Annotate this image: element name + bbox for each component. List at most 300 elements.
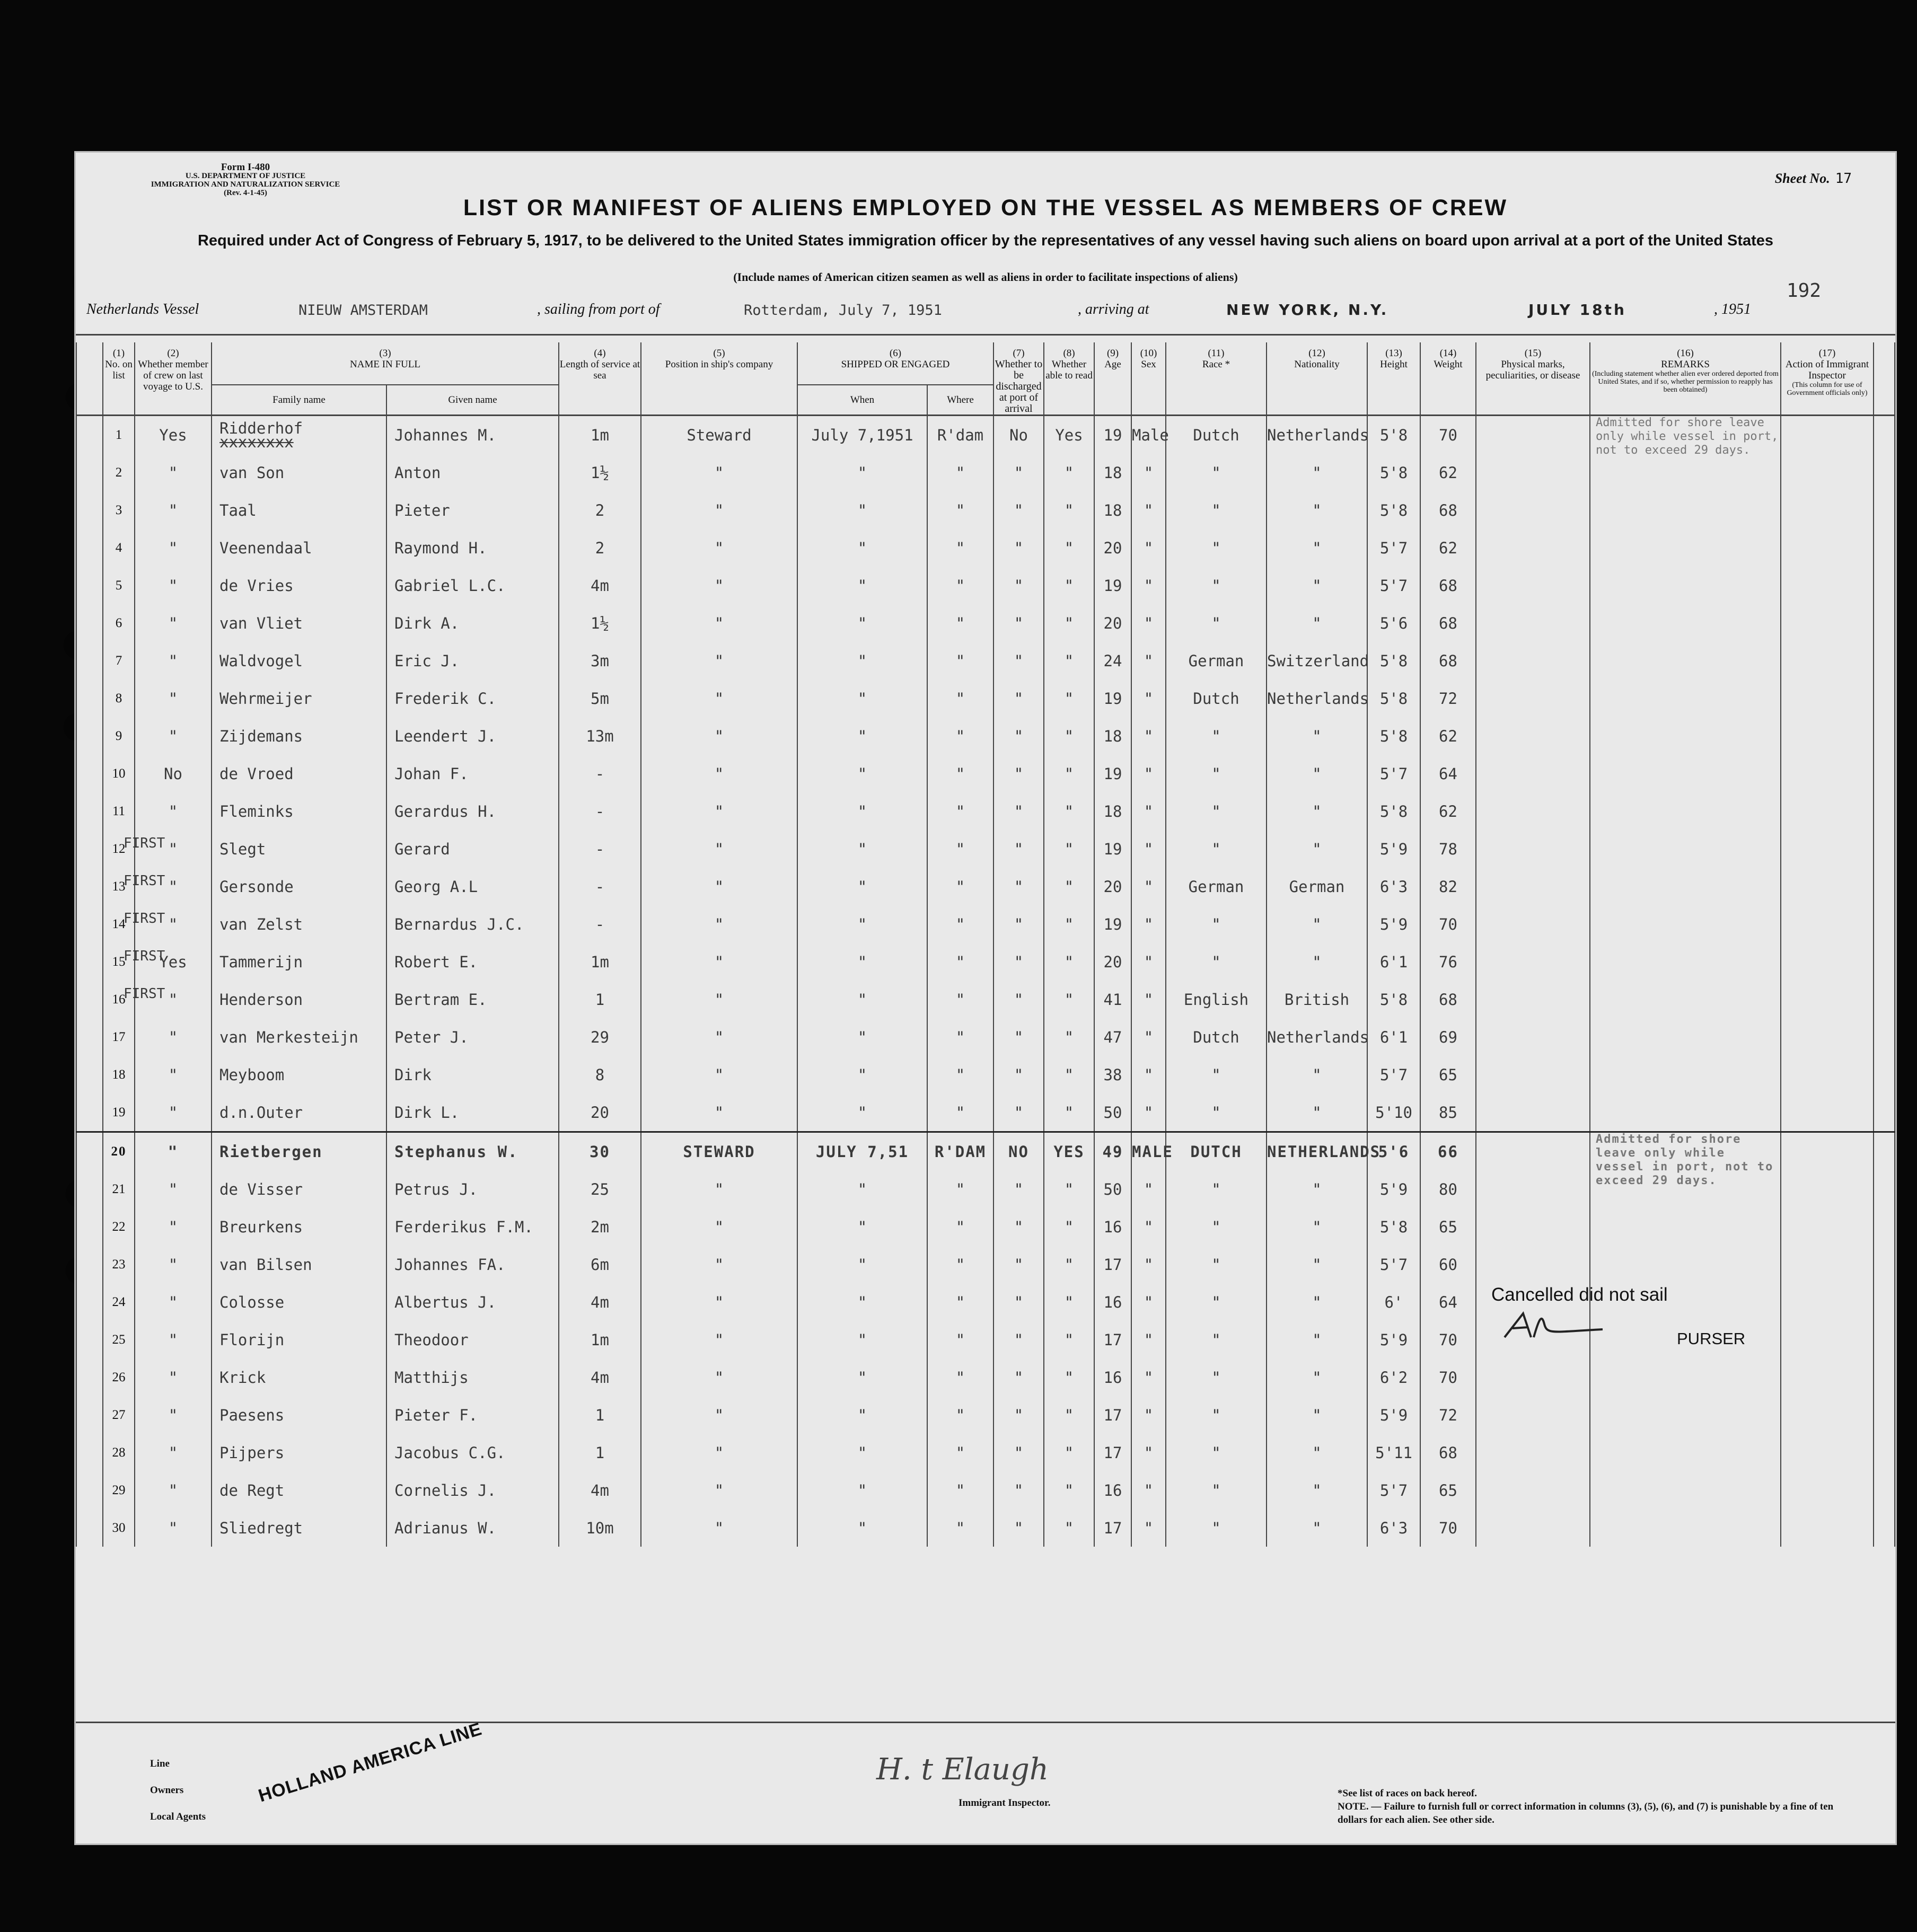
- service-length-cell: 1m: [559, 943, 641, 981]
- nationality-cell: British: [1267, 981, 1367, 1018]
- table-row: [76, 567, 1895, 604]
- age-cell: 18: [1094, 454, 1131, 491]
- service-length-cell: 4m: [559, 1283, 641, 1321]
- col-nationality-num: (12): [1308, 348, 1325, 359]
- service-length-cell: 1½: [559, 604, 641, 642]
- row-number-cell: 29: [103, 1471, 135, 1509]
- nationality-cell: Netherlands: [1267, 680, 1367, 717]
- age-cell: 16: [1094, 1358, 1131, 1396]
- margin-cell: [76, 1396, 103, 1434]
- physical-marks-cell: [1476, 1208, 1590, 1246]
- row-number-cell: 21: [103, 1170, 135, 1208]
- margin-cell: [76, 1056, 103, 1093]
- physical-marks-cell: [1476, 567, 1590, 604]
- prev-voyage-cell: ": [135, 529, 212, 567]
- arrival-year: , 1951: [1714, 301, 1751, 317]
- service-length-cell: 1: [559, 1396, 641, 1434]
- col-no-header: [103, 342, 135, 416]
- position-cell: ": [641, 792, 797, 830]
- prev-voyage-cell: ": [135, 680, 212, 717]
- table-row: [76, 1396, 1895, 1434]
- given-name-cell: Theodoor: [386, 1321, 559, 1358]
- prev-voyage-cell: ": [135, 868, 212, 905]
- height-cell: 5'9: [1367, 905, 1420, 943]
- crew-table: [76, 342, 1895, 1547]
- discharged-cell: ": [993, 1471, 1044, 1509]
- position-cell: ": [641, 454, 797, 491]
- col-nationality-label: Nationality: [1294, 359, 1340, 370]
- margin-mark: FIRST: [124, 911, 165, 927]
- remarks-cell: [1590, 1018, 1781, 1056]
- nationality-cell: ": [1267, 717, 1367, 755]
- service-length-cell: 2: [559, 529, 641, 567]
- margin-mark: FIRST: [124, 873, 165, 889]
- physical-marks-cell: [1476, 1471, 1590, 1509]
- discharged-cell: ": [993, 1246, 1044, 1283]
- shipped-when-cell: ": [797, 1471, 927, 1509]
- weight-cell: 65: [1420, 1208, 1476, 1246]
- weight-cell: 68: [1420, 567, 1476, 604]
- family-name-cell: van Son: [212, 454, 386, 491]
- table-row: [76, 604, 1895, 642]
- inspector-action-cell: [1781, 1018, 1874, 1056]
- shipped-when-cell: ": [797, 943, 927, 981]
- age-cell: 49: [1094, 1132, 1131, 1171]
- sex-cell: ": [1131, 454, 1166, 491]
- position-cell: ": [641, 1208, 797, 1246]
- age-cell: 24: [1094, 642, 1131, 680]
- margin-cell: [1874, 981, 1895, 1018]
- margin-cell: [1874, 1396, 1895, 1434]
- sex-cell: ": [1131, 1093, 1166, 1132]
- age-cell: 20: [1094, 868, 1131, 905]
- discharged-cell: ": [993, 717, 1044, 755]
- margin-cell: [76, 905, 103, 943]
- able-to-read-cell: ": [1044, 1509, 1094, 1547]
- shipped-when-cell: JULY 7,51: [797, 1132, 927, 1171]
- height-cell: 5'9: [1367, 830, 1420, 868]
- row-number-cell: 27: [103, 1396, 135, 1434]
- col-service-header: [559, 342, 641, 416]
- physical-marks-cell: [1476, 755, 1590, 792]
- weight-cell: 68: [1420, 981, 1476, 1018]
- height-cell: 6'3: [1367, 1509, 1420, 1547]
- sex-cell: ": [1131, 567, 1166, 604]
- shipped-where-cell: R'dam: [927, 416, 993, 454]
- given-name-cell: Petrus J.: [386, 1170, 559, 1208]
- physical-marks-cell: [1476, 830, 1590, 868]
- col-sex-label: Sex: [1141, 359, 1156, 370]
- weight-cell: 66: [1420, 1132, 1476, 1171]
- shipped-when-cell: ": [797, 717, 927, 755]
- age-cell: 20: [1094, 943, 1131, 981]
- prev-voyage-cell: ": [135, 1018, 212, 1056]
- col-name-num: (3): [379, 348, 391, 359]
- race-cell: ": [1166, 943, 1267, 981]
- inspector-action-cell: [1781, 454, 1874, 491]
- weight-cell: 68: [1420, 604, 1476, 642]
- weight-cell: 70: [1420, 1509, 1476, 1547]
- shipped-where-cell: ": [927, 905, 993, 943]
- sailing-label: , sailing from port of: [537, 301, 660, 317]
- margin-cell: [1874, 943, 1895, 981]
- col-prev-voyage-header: [135, 342, 212, 416]
- service-length-cell: 29: [559, 1018, 641, 1056]
- race-cell: ": [1166, 1509, 1267, 1547]
- height-cell: 5'9: [1367, 1170, 1420, 1208]
- race-cell: ": [1166, 604, 1267, 642]
- position-cell: ": [641, 868, 797, 905]
- able-to-read-cell: ": [1044, 1208, 1094, 1246]
- family-name-cell: Breurkens: [212, 1208, 386, 1246]
- margin-cell: [1874, 1246, 1895, 1283]
- discharged-cell: ": [993, 1396, 1044, 1434]
- margin-cell: [1874, 717, 1895, 755]
- nationality-cell: ": [1267, 943, 1367, 981]
- given-name-cell: Stephanus W.: [386, 1132, 559, 1171]
- service-length-cell: 1: [559, 1434, 641, 1471]
- position-cell: ": [641, 981, 797, 1018]
- row-number-cell: 7: [103, 642, 135, 680]
- shipped-where-cell: ": [927, 1471, 993, 1509]
- col-physical-header: [1476, 342, 1590, 416]
- position-cell: ": [641, 491, 797, 529]
- position-cell: ": [641, 830, 797, 868]
- nationality-cell: ": [1267, 792, 1367, 830]
- prev-voyage-cell: ": [135, 1132, 212, 1171]
- physical-marks-cell: [1476, 1132, 1590, 1171]
- age-cell: 50: [1094, 1093, 1131, 1132]
- sex-cell: ": [1131, 1434, 1166, 1471]
- margin-cell: [76, 1471, 103, 1509]
- inspector-action-cell: [1781, 1170, 1874, 1208]
- col-height-label: Height: [1380, 359, 1408, 370]
- table-row: [76, 491, 1895, 529]
- race-cell: ": [1166, 755, 1267, 792]
- table-row: [76, 1509, 1895, 1547]
- age-cell: 19: [1094, 830, 1131, 868]
- family-name-cell: Florijn: [212, 1321, 386, 1358]
- given-name-cell: Albertus J.: [386, 1283, 559, 1321]
- race-cell: ": [1166, 905, 1267, 943]
- inspector-action-cell: [1781, 868, 1874, 905]
- physical-marks-cell: [1476, 981, 1590, 1018]
- able-to-read-cell: ": [1044, 567, 1094, 604]
- physical-marks-cell: [1476, 1170, 1590, 1208]
- race-cell: German: [1166, 642, 1267, 680]
- sex-cell: ": [1131, 1283, 1166, 1321]
- family-name-cell: d.n.Outer: [212, 1093, 386, 1132]
- given-name-cell: Johannes FA.: [386, 1246, 559, 1283]
- nationality-cell: ": [1267, 1358, 1367, 1396]
- discharged-cell: ": [993, 1056, 1044, 1093]
- margin-cell: [1874, 1132, 1895, 1171]
- race-cell: ": [1166, 1170, 1267, 1208]
- shipped-when-cell: ": [797, 1056, 927, 1093]
- position-cell: ": [641, 1509, 797, 1547]
- sex-cell: ": [1131, 1471, 1166, 1509]
- race-cell: ": [1166, 792, 1267, 830]
- sheet-number: [1775, 171, 1852, 187]
- row-number-cell: 22: [103, 1208, 135, 1246]
- margin-cell: [1874, 1358, 1895, 1396]
- col-race-num: (11): [1208, 348, 1225, 359]
- position-cell: ": [641, 755, 797, 792]
- family-name-cell: Veenendaal: [212, 529, 386, 567]
- able-to-read-cell: ": [1044, 1471, 1094, 1509]
- given-name-cell: Ferderikus F.M.: [386, 1208, 559, 1246]
- col-prev-label: Whether member of crew on last voyage to U.S.: [138, 359, 208, 392]
- nationality-cell: ": [1267, 1471, 1367, 1509]
- weight-cell: 62: [1420, 454, 1476, 491]
- margin-cell: [76, 680, 103, 717]
- col-action-header: [1781, 342, 1874, 416]
- margin-cell: [76, 642, 103, 680]
- position-cell: ": [641, 1018, 797, 1056]
- shipped-where-cell: ": [927, 1434, 993, 1471]
- given-name-cell: Dirk: [386, 1056, 559, 1093]
- margin-cell: [1874, 604, 1895, 642]
- margin-cell: [76, 454, 103, 491]
- margin-cell: [1874, 1056, 1895, 1093]
- age-cell: 16: [1094, 1208, 1131, 1246]
- page-subtitle: Required under Act of Congress of February 5, 1917, to be delivered to the United States immigration officer by the representatives of any vessel having such aliens on board upon arrival at a port of the United States: [197, 232, 1774, 249]
- remarks-cell: [1590, 830, 1781, 868]
- row-number-cell: 15: [103, 943, 135, 981]
- inspector-action-cell: [1781, 1283, 1874, 1321]
- purser-initials: [1502, 1308, 1608, 1345]
- shipped-when-cell: ": [797, 1358, 927, 1396]
- family-name-cell: Sliedregt: [212, 1509, 386, 1547]
- table-row: [76, 680, 1895, 717]
- margin-column: [76, 342, 103, 416]
- table-row: [76, 830, 1895, 868]
- able-to-read-cell: ": [1044, 981, 1094, 1018]
- col-height-header: [1367, 342, 1420, 416]
- height-cell: 5'8: [1367, 981, 1420, 1018]
- given-name-cell: Johannes M.: [386, 416, 559, 454]
- remarks-cell: [1590, 1471, 1781, 1509]
- shipped-where-cell: ": [927, 1093, 993, 1132]
- given-name-cell: Peter J.: [386, 1018, 559, 1056]
- weight-cell: 68: [1420, 642, 1476, 680]
- position-cell: ": [641, 1321, 797, 1358]
- race-cell: Dutch: [1166, 416, 1267, 454]
- col-prev-num: (2): [167, 348, 179, 359]
- service-length-cell: 8: [559, 1056, 641, 1093]
- sex-cell: ": [1131, 1170, 1166, 1208]
- race-cell: ": [1166, 567, 1267, 604]
- service-length-cell: -: [559, 830, 641, 868]
- margin-cell: [76, 1283, 103, 1321]
- remarks-cell: [1590, 905, 1781, 943]
- sex-cell: ": [1131, 830, 1166, 868]
- table-row: [76, 1358, 1895, 1396]
- margin-cell: [1874, 1434, 1895, 1471]
- shipped-when-cell: ": [797, 755, 927, 792]
- prev-voyage-cell: Yes: [135, 943, 212, 981]
- remarks-cell: [1590, 755, 1781, 792]
- col-height-num: (13): [1385, 348, 1402, 359]
- shipped-where-cell: ": [927, 604, 993, 642]
- row-number-cell: 30: [103, 1509, 135, 1547]
- nationality-cell: Switzerland: [1267, 642, 1367, 680]
- table-row: [76, 981, 1895, 1018]
- col-discharged-num: (7): [1013, 348, 1025, 359]
- col-remarks-header: [1590, 342, 1781, 416]
- sex-cell: ": [1131, 1396, 1166, 1434]
- race-cell: ": [1166, 1246, 1267, 1283]
- prev-voyage-cell: Yes: [135, 416, 212, 454]
- age-cell: 20: [1094, 604, 1131, 642]
- margin-column: [1874, 342, 1895, 416]
- weight-cell: 65: [1420, 1471, 1476, 1509]
- discharged-cell: ": [993, 454, 1044, 491]
- sex-cell: ": [1131, 717, 1166, 755]
- shipped-where-cell: ": [927, 1509, 993, 1547]
- sex-cell: ": [1131, 1056, 1166, 1093]
- race-cell: Dutch: [1166, 1018, 1267, 1056]
- sex-cell: ": [1131, 868, 1166, 905]
- remarks-cell: [1590, 567, 1781, 604]
- physical-marks-cell: [1476, 717, 1590, 755]
- margin-cell: [76, 792, 103, 830]
- prev-voyage-cell: ": [135, 1283, 212, 1321]
- shipped-when-cell: ": [797, 454, 927, 491]
- col-action-num: (17): [1818, 348, 1836, 359]
- position-cell: ": [641, 1246, 797, 1283]
- height-cell: 6'3: [1367, 868, 1420, 905]
- physical-marks-cell: [1476, 416, 1590, 454]
- discharged-cell: ": [993, 604, 1044, 642]
- family-name-cell: Paesens: [212, 1396, 386, 1434]
- prev-voyage-cell: ": [135, 491, 212, 529]
- age-cell: 19: [1094, 905, 1131, 943]
- service-length-cell: 1m: [559, 1321, 641, 1358]
- weight-cell: 78: [1420, 830, 1476, 868]
- physical-marks-cell: [1476, 868, 1590, 905]
- discharged-cell: ": [993, 755, 1044, 792]
- table-row: [76, 1132, 1895, 1171]
- shipped-when-cell: ": [797, 1170, 927, 1208]
- remarks-cell: [1590, 1056, 1781, 1093]
- form-identifier: [134, 163, 357, 197]
- able-to-read-cell: ": [1044, 943, 1094, 981]
- race-cell: ": [1166, 830, 1267, 868]
- inspector-action-cell: [1781, 792, 1874, 830]
- remarks-cell: Admitted for shore leave only while vessel in port, not to exceed 29 days.: [1590, 416, 1781, 492]
- height-cell: 5'8: [1367, 454, 1420, 491]
- nationality-cell: ": [1267, 604, 1367, 642]
- shipped-where-cell: ": [927, 1283, 993, 1321]
- able-to-read-cell: ": [1044, 1321, 1094, 1358]
- nationality-cell: ": [1267, 1246, 1367, 1283]
- discharged-cell: ": [993, 491, 1044, 529]
- col-weight-num: (14): [1439, 348, 1457, 359]
- col-shipped-header: [797, 342, 993, 385]
- discharged-cell: No: [993, 416, 1044, 454]
- margin-cell: [76, 1170, 103, 1208]
- row-number-cell: 6: [103, 604, 135, 642]
- family-name-cell: van Merkesteijn: [212, 1018, 386, 1056]
- race-cell: ": [1166, 1093, 1267, 1132]
- service-length-cell: 20: [559, 1093, 641, 1132]
- table-row: [76, 905, 1895, 943]
- margin-cell: [1874, 1170, 1895, 1208]
- remarks-cell: [1590, 717, 1781, 755]
- table-row: [76, 1208, 1895, 1246]
- row-number-cell: 13: [103, 868, 135, 905]
- physical-marks-cell: [1476, 792, 1590, 830]
- height-cell: 5'11: [1367, 1434, 1420, 1471]
- height-cell: 5'7: [1367, 529, 1420, 567]
- col-shipped-label: SHIPPED OR ENGAGED: [841, 359, 950, 370]
- col-physical-label: Physical marks, peculiarities, or disease: [1485, 359, 1580, 381]
- sheet-number-label: Sheet No.: [1774, 171, 1830, 186]
- remarks-cell: [1590, 1208, 1781, 1246]
- shipped-where-cell: ": [927, 1056, 993, 1093]
- physical-marks-cell: [1476, 1246, 1590, 1283]
- race-cell: ": [1166, 1208, 1267, 1246]
- shipped-where-cell: ": [927, 680, 993, 717]
- family-name-cell: van Zelst: [212, 905, 386, 943]
- row-number-cell: 1: [103, 416, 135, 454]
- col-action-label: Action of Immigrant Inspector: [1785, 359, 1869, 381]
- margin-cell: [1874, 680, 1895, 717]
- remarks-cell: [1590, 1396, 1781, 1434]
- family-name-cell: Wehrmeijer: [212, 680, 386, 717]
- race-cell: ": [1166, 1396, 1267, 1434]
- discharged-cell: ": [993, 1283, 1044, 1321]
- remarks-cell: [1590, 1093, 1781, 1132]
- row-number-cell: 10: [103, 755, 135, 792]
- weight-cell: 76: [1420, 943, 1476, 981]
- able-to-read-cell: ": [1044, 642, 1094, 680]
- col-race-label: Race *: [1202, 359, 1230, 370]
- row-number-cell: 9: [103, 717, 135, 755]
- discharged-cell: ": [993, 529, 1044, 567]
- age-cell: 19: [1094, 567, 1131, 604]
- height-cell: 5'8: [1367, 717, 1420, 755]
- margin-cell: [76, 604, 103, 642]
- family-name-cell: van Vliet: [212, 604, 386, 642]
- prev-voyage-cell: ": [135, 1208, 212, 1246]
- row-number-cell: 11: [103, 792, 135, 830]
- service-length-cell: 13m: [559, 717, 641, 755]
- table-row: [76, 1471, 1895, 1509]
- weight-cell: 70: [1420, 416, 1476, 454]
- family-name-cell: de Visser: [212, 1170, 386, 1208]
- shipped-when-cell: ": [797, 792, 927, 830]
- sex-cell: ": [1131, 943, 1166, 981]
- margin-cell: [76, 755, 103, 792]
- height-cell: 6'1: [1367, 943, 1420, 981]
- discharged-cell: ": [993, 1321, 1044, 1358]
- given-name-cell: Gerardus H.: [386, 792, 559, 830]
- inspector-action-cell: [1781, 416, 1874, 454]
- position-cell: ": [641, 529, 797, 567]
- position-cell: ": [641, 1093, 797, 1132]
- given-name-cell: Raymond H.: [386, 529, 559, 567]
- form-number: Form I-480: [221, 162, 270, 173]
- prev-voyage-cell: ": [135, 1471, 212, 1509]
- nationality-cell: ": [1267, 1283, 1367, 1321]
- line-label: Line: [150, 1758, 170, 1769]
- service-length-cell: 1: [559, 981, 641, 1018]
- weight-cell: 80: [1420, 1170, 1476, 1208]
- margin-cell: [76, 981, 103, 1018]
- given-name-cell: Gabriel L.C.: [386, 567, 559, 604]
